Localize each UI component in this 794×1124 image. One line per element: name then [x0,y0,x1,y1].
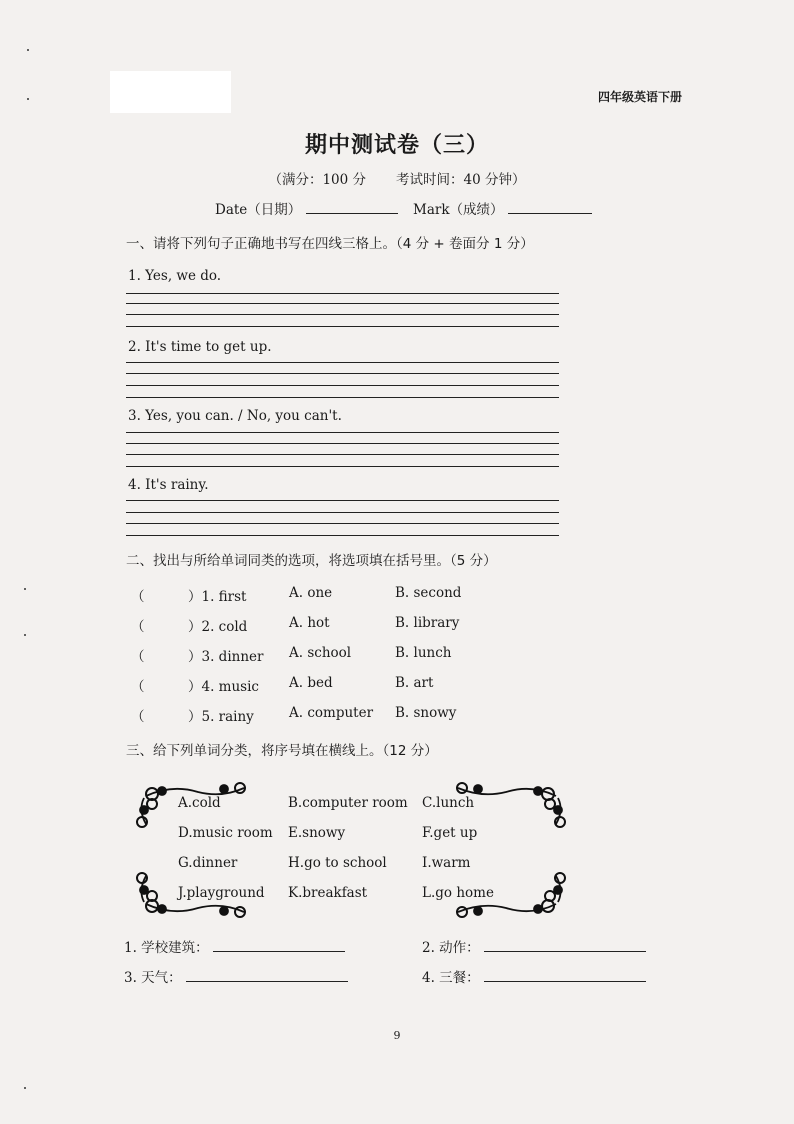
word-option: L.go home [422,885,494,901]
category-actions[interactable] [422,936,646,956]
date-blank[interactable] [306,200,398,214]
page-number: 9 [393,1029,401,1042]
scan-speck [27,98,29,100]
writing-line[interactable] [126,293,559,294]
paren-open[interactable]: （ [131,679,145,695]
option-a: A. bed [289,675,333,691]
grade-label: 四年级英语下册 [597,90,682,104]
scan-speck [24,1087,26,1089]
mark-field[interactable] [413,198,592,218]
option-b: B. lunch [395,645,452,661]
section2-heading: 二、找出与所给单词同类的选项，将选项填在括号里。（5 分） [126,553,497,569]
writing-line[interactable] [126,432,559,433]
date-label: Date（日期） [215,202,302,218]
writing-line[interactable] [126,314,559,315]
paren-open[interactable]: （ [131,709,145,725]
answer-blank[interactable] [484,938,646,952]
writing-line[interactable] [126,466,559,467]
writing-line[interactable] [126,535,559,536]
category-label: 4. 三餐： [422,970,480,986]
category-meals[interactable] [422,966,646,986]
option-b: B. second [395,585,462,601]
word-option: E.snowy [288,825,346,841]
word-option: A.cold [178,795,221,811]
writing-line[interactable] [126,523,559,524]
category-label: 1. 学校建筑： [124,940,209,956]
answer-blank[interactable] [484,968,646,982]
writing-line[interactable] [126,454,559,455]
mark-blank[interactable] [508,200,592,214]
word-option: G.dinner [178,855,238,871]
question-word: ）2. cold [188,619,248,635]
question-word: ）1. first [188,589,247,605]
writing-line[interactable] [126,443,559,444]
option-b: B. snowy [395,705,457,721]
writing-line[interactable] [126,500,559,501]
question-word: ）3. dinner [188,649,264,665]
writing-line[interactable] [126,362,559,363]
writing-line[interactable] [126,385,559,386]
option-b: B. library [395,615,460,631]
word-option: D.music room [178,825,273,841]
writing-line[interactable] [126,397,559,398]
writing-line[interactable] [126,373,559,374]
answer-blank[interactable] [186,968,348,982]
section1-heading: 一、请将下列句子正确地书写在四线三格上。（4 分 + 卷面分 1 分） [126,236,534,252]
option-a: A. school [289,645,352,661]
option-a: A. computer [289,705,374,721]
exam-time: 考试时间：40 分钟） [396,172,526,188]
full-score: （满分：100 分 [268,172,367,188]
option-a: A. one [289,585,333,601]
scan-speck [24,588,26,590]
paren-open[interactable]: （ [131,619,145,635]
word-option: H.go to school [288,855,387,871]
sentence-4: 4. It's rainy. [128,477,209,493]
word-option: C.lunch [422,795,475,811]
word-option: B.computer room [288,795,408,811]
word-option: F.get up [422,825,478,841]
writing-line[interactable] [126,303,559,304]
scan-speck [27,49,29,51]
sentence-3: 3. Yes, you can. / No, you can't. [128,408,342,424]
category-label: 3. 天气： [124,970,182,986]
page-title: 期中测试卷（三） [304,133,489,158]
category-school-buildings[interactable] [124,936,345,956]
mark-label: Mark（成绩） [413,202,504,218]
sentence-1: 1. Yes, we do. [128,268,222,284]
sentence-2: 2. It's time to get up. [128,339,272,355]
writing-line[interactable] [126,512,559,513]
option-a: A. hot [289,615,330,631]
word-option: I.warm [422,855,471,871]
scan-speck [24,634,26,636]
section3-heading: 三、给下列单词分类，将序号填在横线上。（12 分） [126,743,438,759]
word-option: K.breakfast [288,885,368,901]
question-word: ）5. rainy [188,709,254,725]
question-word: ）4. music [188,679,259,695]
paren-open[interactable]: （ [131,589,145,605]
writing-line[interactable] [126,326,559,327]
subtitle [0,168,794,188]
word-option: J.playground [178,885,265,901]
date-field[interactable] [215,198,398,218]
category-label: 2. 动作： [422,940,480,956]
answer-blank[interactable] [213,938,345,952]
category-weather[interactable] [124,966,348,986]
paren-open[interactable]: （ [131,649,145,665]
option-b: B. art [395,675,434,691]
redacted-box [110,71,231,113]
